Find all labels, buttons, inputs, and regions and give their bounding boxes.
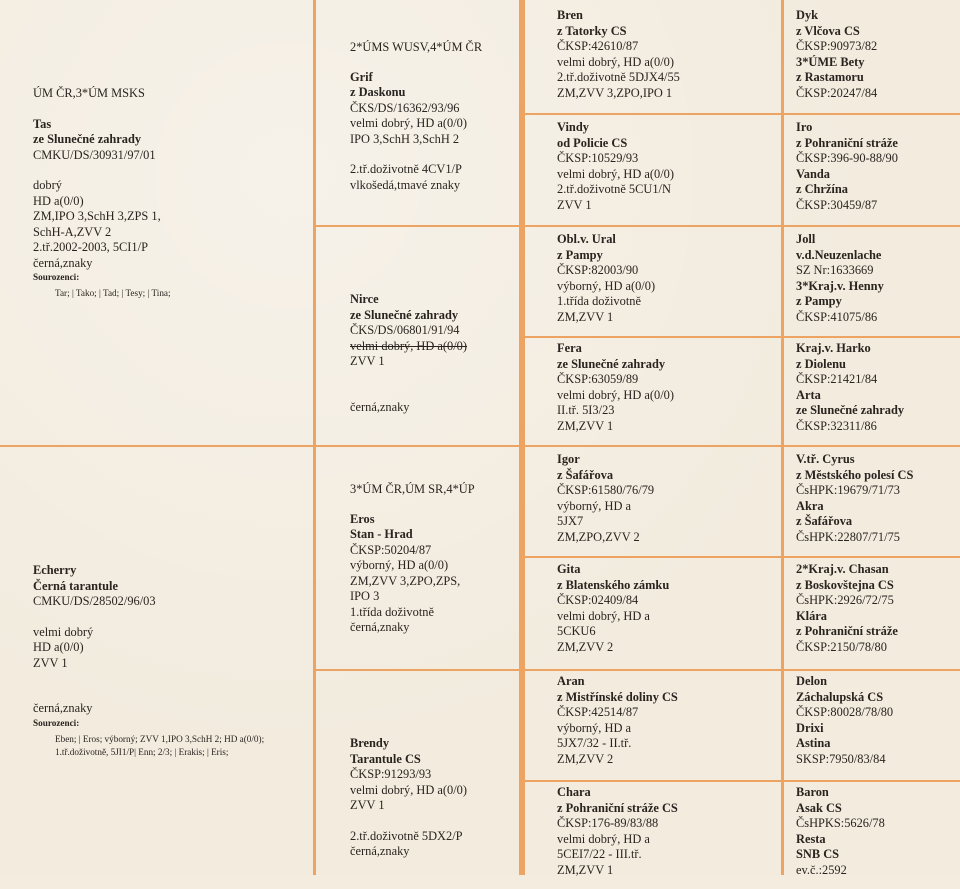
ancestor-kennel: Stan - Hrad (350, 527, 413, 541)
ancestor-rating: výborný, HD a (557, 720, 631, 735)
sire-rating: dobrý (33, 178, 62, 192)
ancestor-breed-class: 2.tř.doživotně 5DX2/P (350, 828, 463, 843)
ancestor-breed-class: 1.třída doživotně (350, 604, 434, 619)
dam-registration: ČKSP:41075/86 (796, 309, 878, 324)
ancestor-exams: ZM,ZVV 3,ZPO,ZPS, (350, 573, 461, 588)
gen3-ancestor-cell (557, 785, 777, 889)
ancestor-name: Obl.v. Ural (557, 232, 616, 246)
grid-line (525, 336, 960, 338)
ancestor-registration: ČKSP:10529/93 (557, 151, 639, 165)
sire-registration: ČsHPK:19679/71/73 (796, 483, 900, 497)
dam-color: černá,znaky (33, 701, 93, 715)
grid-line (781, 0, 784, 875)
ancestor-exams: ZM,ZPO,ZVV 2 (557, 529, 640, 544)
ancestor-name: Vindy (557, 120, 589, 134)
ancestor-registration: ČKSP:63059/89 (557, 372, 639, 386)
sire-registration: ČKSP:80028/78/80 (796, 705, 894, 719)
dam-kennel: Černá tarantule (33, 578, 118, 593)
ancestor-rating: výborný, HD a (557, 498, 631, 513)
ancestor-rating: velmi dobrý, HD a(0/0) (557, 387, 674, 402)
sire-cell (33, 86, 311, 316)
ancestor-registration: ČKSP:42514/87 (557, 705, 639, 719)
ancestor-rating: velmi dobrý, HD a(0/0) (557, 54, 674, 69)
ancestor-breed-class: 2.tř.doživotně 5DJX4/55 (557, 70, 680, 84)
dam-cell (33, 563, 311, 823)
sire-kennel: z Diolenu (796, 356, 846, 371)
ancestor-breed-class: 5JX7/32 - II.tř. (557, 736, 632, 750)
ancestor-breed-class: 5JX7 (557, 514, 584, 528)
gen4-ancestor-cell (796, 562, 958, 666)
sire-color: černá,znaky (33, 255, 93, 270)
ancestor-name: Chara (557, 785, 591, 799)
grid-line (525, 113, 960, 115)
ancestor-name: Bren (557, 8, 583, 22)
sire-kennel: z Městského polesí CS (796, 467, 914, 482)
sire-kennel: v.d.Neuzenlache (796, 247, 882, 262)
ancestor-cell (350, 482, 518, 662)
dam-name: Arta (796, 387, 821, 402)
ancestor-breed-class: 2.tř.doživotně 5CU1/N (557, 182, 671, 196)
ancestor-exams: ZVV 1 (350, 354, 385, 368)
ancestor-kennel: z Mistřínské doliny CS (557, 689, 678, 704)
dam-kennel: Astina (796, 736, 831, 750)
grid-line (525, 556, 960, 558)
ancestor-exams: ZM,ZVV 1 (557, 309, 614, 324)
dam-name: Akra (796, 498, 824, 513)
dam-registration: ČKSP:20247/84 (796, 85, 878, 100)
grid-line (0, 445, 960, 447)
ancestor-name: Nirce (350, 292, 379, 306)
ancestor-kennel: od Policie CS (557, 135, 628, 150)
ancestor-rating: výborný, HD a(0/0) (350, 558, 449, 572)
sire-kennel: z Pohraniční stráže (796, 135, 898, 150)
sire-name: Delon (796, 674, 827, 688)
ancestor-kennel: ze Slunečné zahrady (557, 356, 666, 371)
grid-line (519, 0, 525, 875)
dam-siblings-label: Sourozenci: (33, 717, 80, 728)
ancestor-kennel: z Tatorky CS (557, 23, 627, 38)
ancestor-breed-class: 1.třída doživotně (557, 294, 641, 308)
ancestor-exams: ZVV 1 (350, 798, 385, 812)
gen3-ancestor-cell (557, 562, 777, 666)
ancestor-rating: velmi dobrý, HD a(0/0) (350, 116, 467, 130)
sire-registration: CMKU/DS/30931/97/01 (33, 147, 156, 162)
grid-line (525, 669, 960, 671)
gen3-ancestor-cell (557, 120, 777, 224)
ancestor-kennel: z Pohraniční stráže CS (557, 800, 678, 815)
dam-name: Vanda (796, 166, 830, 181)
dam-kennel: z Chržína (796, 182, 848, 196)
gen3-ancestor-cell (557, 341, 777, 445)
sire-name: Dyk (796, 8, 819, 22)
sire-registration: ČKSP:90973/82 (796, 39, 878, 53)
gen3-ancestor-cell (557, 452, 777, 556)
sire-kennel: ze Slunečné zahrady (33, 132, 142, 146)
sire-kennel: z Boskovštejna CS (796, 577, 894, 592)
ancestor-name: Brendy (350, 736, 390, 750)
ancestor-name: Grif (350, 69, 373, 84)
dam-name: Resta (796, 831, 826, 846)
sire-siblings-label: Sourozenci: (33, 272, 80, 282)
ancestor-kennel: z Pampy (557, 247, 603, 262)
ancestor-kennel: z Daskonu (350, 85, 406, 99)
dam-kennel: z Šafářova (796, 514, 853, 528)
ancestor-color: černá,znaky (350, 844, 410, 858)
ancestor-rating: velmi dobrý, HD a(0/0) (350, 782, 467, 797)
ancestor-cell (350, 40, 518, 220)
dam-name: Drixi (796, 720, 824, 735)
sire-registration: ČKSP:21421/84 (796, 372, 878, 386)
ancestor-rating: výborný, HD a(0/0) (557, 278, 656, 293)
ancestor-name: Fera (557, 341, 582, 355)
grid-line (313, 0, 316, 875)
dam-hd: HD a(0/0) (33, 640, 84, 654)
ancestor-kennel: z Šafářova (557, 467, 614, 482)
ancestor-breed-class: 5CKU6 (557, 624, 596, 638)
grid-line (313, 225, 525, 227)
gen3-ancestor-cell (557, 674, 777, 778)
dam-registration: ČKSP:30459/87 (796, 197, 878, 212)
ancestor-kennel: ze Slunečné zahrady (350, 307, 459, 322)
sire-name: Kraj.v. Harko (796, 341, 871, 355)
sire-registration: ČKSP:396-90-88/90 (796, 151, 898, 165)
ancestor-rating: velmi dobrý, HD a(0/0) (557, 166, 674, 181)
ancestor-exams: ZM,ZVV 2 (557, 751, 614, 766)
sire-registration: SZ Nr:1633669 (796, 263, 874, 277)
sire-siblings: Tar; | Tako; | Tad; | Tesy; | Tina; (55, 288, 171, 298)
ancestor-color: černá,znaky (350, 620, 410, 634)
ancestor-kennel: Tarantule CS (350, 751, 421, 766)
ancestor-registration: ČKSP:42610/87 (557, 39, 639, 53)
gen3-ancestor-cell (557, 232, 777, 336)
dam-rating: velmi dobrý (33, 624, 94, 639)
dam-kennel: z Rastamoru (796, 70, 864, 84)
ancestor-rating: velmi dobrý, HD a (557, 608, 650, 623)
ancestor-registration: ČKSP:82003/90 (557, 263, 639, 277)
gen4-ancestor-cell (796, 8, 958, 112)
dam-kennel: z Pohraniční stráže (796, 624, 898, 638)
ancestor-titles: 3*ÚM ČR,ÚM SR,4*ÚP (350, 482, 475, 496)
gen4-ancestor-cell (796, 120, 958, 224)
ancestor-registration: ČKS/DS/16362/93/96 (350, 100, 460, 115)
dam-registration: SKSP:7950/83/84 (796, 751, 886, 766)
dam-name: Echerry (33, 563, 77, 577)
ancestor-registration: ČKSP:176-89/83/88 (557, 816, 659, 830)
ancestor-exams: IPO 3 (350, 589, 380, 603)
dam-registration: ČKSP:2150/78/80 (796, 639, 887, 654)
ancestor-registration: ČKSP:02409/84 (557, 593, 639, 607)
dam-name: Klára (796, 608, 827, 623)
dam-registration: CMKU/DS/28502/96/03 (33, 594, 156, 608)
ancestor-cell (350, 292, 518, 442)
dam-siblings: Eben; | Eros; výborný; ZVV 1,IPO 3,SchH 2; HD a(0/0); 1.tř.doživotně, 5JI1/P| Enn; 2/3; | Erakis; | Eris; (55, 733, 265, 757)
sire-exams: ZM,IPO 3,SchH 3,ZPS 1, (33, 209, 161, 223)
dam-kennel: z Pampy (796, 294, 842, 308)
sire-name: Tas (33, 116, 52, 131)
gen4-ancestor-cell (796, 341, 958, 445)
ancestor-exams: IPO 3,SchH 3,SchH 2 (350, 131, 460, 146)
ancestor-breed-class: 2.tř.doživotně 4CV1/P (350, 162, 462, 176)
sire-registration: ČsHPKS:5626/78 (796, 816, 885, 830)
grid-line (525, 225, 960, 227)
dam-kennel: SNB CS (796, 847, 840, 861)
dam-kennel: ze Slunečné zahrady (796, 403, 905, 417)
sire-kennel: Záchalupská CS (796, 689, 884, 704)
ancestor-name: Gita (557, 562, 581, 576)
ancestor-breed-class: II.tř. 5I3/23 (557, 403, 615, 417)
sire-kennel: Asak CS (796, 800, 842, 815)
ancestor-cell (350, 736, 518, 872)
ancestor-registration: ČKSP:61580/76/79 (557, 483, 655, 497)
ancestor-registration: ČKSP:50204/87 (350, 542, 432, 557)
sire-kennel: z Vlčova CS (796, 23, 860, 38)
dam-registration: ČsHPK:22807/71/75 (796, 529, 900, 544)
gen4-ancestor-cell (796, 452, 958, 556)
ancestor-color: vlkošedá,tmavé znaky (350, 177, 461, 192)
ancestor-exams: ZM,ZVV 2 (557, 639, 614, 654)
sire-name: Baron (796, 785, 829, 799)
ancestor-name: Igor (557, 452, 580, 466)
sire-name: 2*Kraj.v. Chasan (796, 562, 889, 576)
grid-line (313, 669, 525, 671)
ancestor-titles: 2*ÚMS WUSV,4*ÚM ČR (350, 40, 483, 54)
ancestor-name: Aran (557, 674, 585, 688)
ancestor-exams: ZVV 1 (557, 197, 592, 212)
sire-hd: HD a(0/0) (33, 193, 84, 208)
sire-name: Joll (796, 232, 816, 246)
ancestor-breed-class: 5CEI7/22 - III.tř. (557, 847, 642, 861)
ancestor-kennel: z Blatenského zámku (557, 577, 670, 592)
ancestor-exams: ZM,ZVV 1 (557, 418, 614, 433)
grid-line (525, 780, 960, 782)
gen3-ancestor-cell (557, 8, 777, 112)
dam-name: 3*Kraj.v. Henny (796, 278, 884, 293)
ancestor-name: Eros (350, 511, 375, 526)
sire-name: V.tř. Cyrus (796, 452, 855, 466)
ancestor-registration: ČKSP:91293/93 (350, 767, 432, 781)
dam-name: 3*ÚME Bety (796, 54, 865, 69)
dam-registration: ev.č.:2592 (796, 862, 847, 877)
ancestor-rating: velmi dobrý, HD a(0/0) (350, 338, 467, 353)
sire-titles: ÚM ČR,3*ÚM MSKS (33, 86, 145, 100)
dam-registration: ČKSP:32311/86 (796, 418, 877, 433)
ancestor-registration: ČKS/DS/06801/91/94 (350, 323, 460, 337)
ancestor-exams: ZM,ZVV 1 (557, 862, 614, 877)
ancestor-color: černá,znaky (350, 399, 410, 414)
sire-breed-class: 2.tř.2002-2003, 5CI1/P (33, 240, 148, 254)
sire-name: Iro (796, 120, 813, 134)
sire-exams: SchH-A,ZVV 2 (33, 224, 112, 239)
sire-registration: ČsHPK:2926/72/75 (796, 593, 894, 607)
gen4-ancestor-cell (796, 674, 958, 778)
gen4-ancestor-cell (796, 785, 958, 889)
dam-exams: ZVV 1 (33, 655, 68, 670)
gen4-ancestor-cell (796, 232, 958, 336)
ancestor-exams: ZM,ZVV 3,ZPO,IPO 1 (557, 85, 673, 100)
ancestor-rating: velmi dobrý, HD a (557, 831, 650, 846)
